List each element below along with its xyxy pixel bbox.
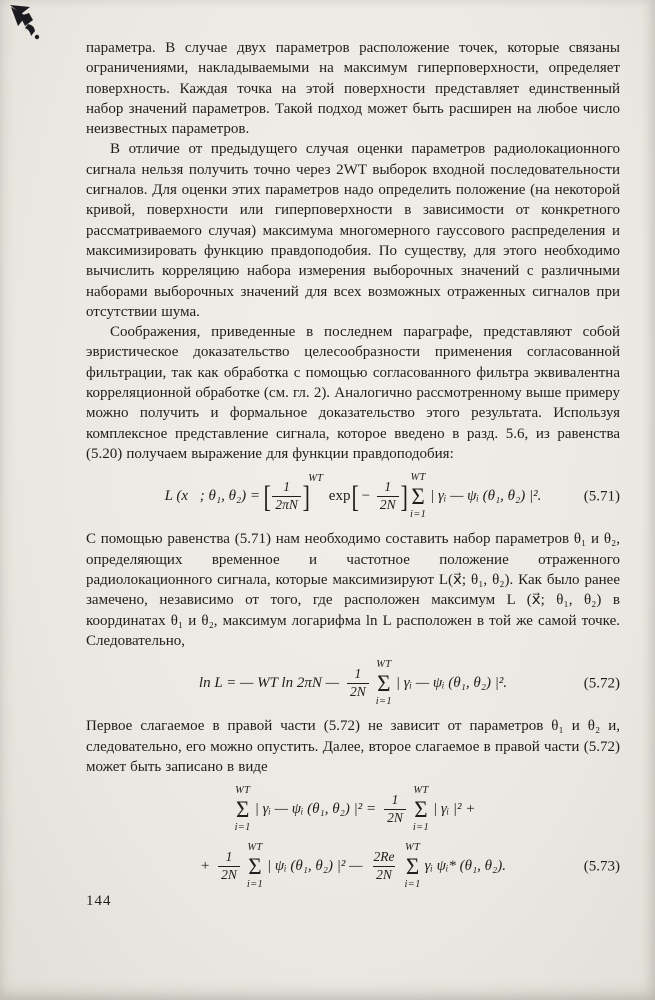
eq572-lhs: ln L = — WT ln 2πN —: [198, 675, 339, 692]
eq573-sum4-lower-limit: i=1: [404, 879, 421, 891]
eq573-fraction-1: [384, 792, 406, 827]
text-block: [86, 38, 620, 899]
eq571-frac2-denominator: 2N: [377, 496, 399, 514]
eq573-frac2-denominator: 2N: [218, 866, 240, 884]
eq571-minus-sign: −: [360, 488, 371, 505]
eq573-summation-2: [413, 785, 429, 834]
eq573-sum1-lower-limit: i=1: [234, 822, 251, 834]
eq571-lhs: L (x⃗; θ₁, θ₂) =: [164, 488, 261, 505]
equation-5-71: [86, 472, 620, 521]
eq573-body-4: γᵢ ψᵢ* (θ₁, θ₂).: [424, 858, 507, 875]
eq573-sum1-upper-limit: WT: [235, 785, 251, 797]
eq571-frac1-numerator: 1: [283, 479, 290, 495]
eq571-equation-number: (5.71): [583, 488, 620, 505]
equation-5-73-line-2: [86, 842, 620, 891]
paragraph-4: С помощью равенства (5.71) нам необходимо составить набор параметров θ₁ и θ₂, определяющих временное и частотное положение отраженного радиолокационного сигнала, которые максимизируют L(x⃗; θ₁, θ₂). Как было ранее замечено, независимо от того, где расположен максимум L (x⃗; θ₁, θ₂) в координатах θ₁ и θ₂, максимум логарифма ln L расположен в той же самой точке. Следовательно,: [86, 531, 620, 649]
eq573-frac3-numerator: 2Re: [373, 849, 395, 865]
sigma-icon: Σ: [405, 854, 420, 880]
eq571-sum-upper-limit: WT: [410, 472, 426, 484]
right-bracket-icon: ]: [302, 478, 310, 514]
eq572-frac-denominator: 2N: [347, 683, 369, 701]
paragraph-5: Первое слагаемое в правой части (5.72) не зависит от параметров θ₁ и θ₂ и, следовательно, его можно опустить. Далее, второе слагаемое в правой части (5.72) может быть записано в виде: [86, 718, 620, 775]
eq573-summation-3: [247, 842, 263, 891]
equation-5-73-line-1: [86, 785, 620, 834]
eq573-fraction-2: [218, 849, 240, 884]
eq573-sum2-upper-limit: WT: [413, 785, 429, 797]
eq571-frac1-denominator: 2πN: [272, 496, 301, 514]
eq572-summation: [376, 659, 392, 708]
equation-5-72-expression: [199, 659, 507, 708]
eq573-summation-4: [404, 842, 420, 891]
eq573-sum4-upper-limit: WT: [404, 842, 421, 854]
left-bracket-icon: [: [263, 478, 271, 514]
eq573-body-3: | ψᵢ (θ₁, θ₂) |² —: [267, 858, 363, 875]
eq573-fraction-3: [370, 849, 397, 884]
equation-5-72: [86, 659, 620, 708]
sigma-icon: Σ: [248, 854, 262, 880]
eq573-equation-number: (5.73): [583, 858, 620, 875]
eq571-fraction-2: [377, 479, 399, 514]
eq572-sum-lower-limit: i=1: [375, 696, 392, 708]
sigma-icon: Σ: [377, 671, 391, 697]
right-bracket-icon: ]: [400, 478, 408, 514]
eq573-frac3-denominator: 2N: [373, 866, 395, 884]
eq572-sum-upper-limit: WT: [376, 659, 392, 671]
eq573-frac1-denominator: 2N: [384, 809, 406, 827]
corner-ornament-icon: [8, 4, 42, 40]
sigma-icon: Σ: [235, 797, 250, 823]
eq571-frac2-numerator: 1: [384, 479, 392, 495]
eq573-sum3-upper-limit: WT: [247, 842, 263, 854]
eq573-frac2-numerator: 1: [225, 849, 233, 865]
eq572-body: | γᵢ — ψᵢ (θ₁, θ₂) |².: [395, 675, 508, 692]
eq572-equation-number: (5.72): [583, 675, 620, 692]
eq571-sum-lower-limit: i=1: [410, 509, 427, 521]
eq573-body-1: | γᵢ — ψᵢ (θ₁, θ₂) |² =: [254, 801, 377, 818]
eq571-summation: [410, 472, 426, 521]
eq571-body: | γᵢ — ψᵢ (θ₁, θ₂) |².: [430, 488, 542, 505]
page-number: 144: [86, 893, 112, 909]
eq573-summation-1: [235, 785, 251, 834]
eq571-exp-operator: exp: [328, 488, 351, 505]
equation-5-73-line-1-expression: [231, 785, 476, 834]
eq571-exponent: WT: [308, 473, 323, 485]
eq573-body-2: | γᵢ |² +: [433, 801, 476, 818]
eq571-fraction-1: [272, 479, 301, 514]
sigma-icon: Σ: [411, 484, 425, 510]
paragraph-1: параметра. В случае двух параметров расположение точек, которые связаны ограничениями, накладываемыми на максимум гиперповерхности, определяет поверхность. Каждая точка на этой поверхности представляет единственный набор значений параметров. Такой подход может быть расширен на любое число неизвестных параметров.: [86, 40, 620, 138]
eq572-frac-numerator: 1: [354, 666, 362, 682]
equation-5-71-expression: [165, 472, 542, 521]
eq573-sum2-lower-limit: i=1: [412, 822, 429, 834]
equation-5-73-line-2-expression: [200, 842, 506, 891]
eq572-fraction: [347, 666, 369, 701]
left-bracket-icon: [: [351, 478, 360, 514]
paragraph-3: Соображения, приведенные в последнем параграфе, представляют собой эвристическое доказательство целесообразности применения согласованной фильтрации, так как обработка с помощью согласованного фильтра эквивалентна корреляционной обработке (см. гл. 2). Аналогично рассмотренному выше примеру можно получить и формальное доказательство этого результата. Используя комплексное представление сигнала, которое введено в разд. 5.6, из равенства (5.20) получаем выражение для функции правдоподобия:: [86, 324, 620, 462]
eq573-sum3-lower-limit: i=1: [246, 879, 264, 891]
eq573-continuation-plus: +: [199, 858, 211, 875]
eq573-frac1-numerator: 1: [391, 792, 399, 808]
sigma-icon: Σ: [414, 797, 428, 823]
paragraph-2: В отличие от предыдущего случая оценки параметров радиолокационного сигнала нельзя получить точно через 2WT выборок входной последовательности сигналов. Для оценки этих параметров надо определить положение (на некоторой кривой, поверхности или гиперповерхности в зависимости от конкретного рассматриваемого случая) максимума многомерного гауссового распределения и максимизировать функцию правдоподобия. По существу, для этого необходимо вычислить корреляцию набора измерения выборочных значений с различными наборами выборочных значений для всех возможных отраженных сигналов при отсутствии шума.: [86, 141, 620, 320]
